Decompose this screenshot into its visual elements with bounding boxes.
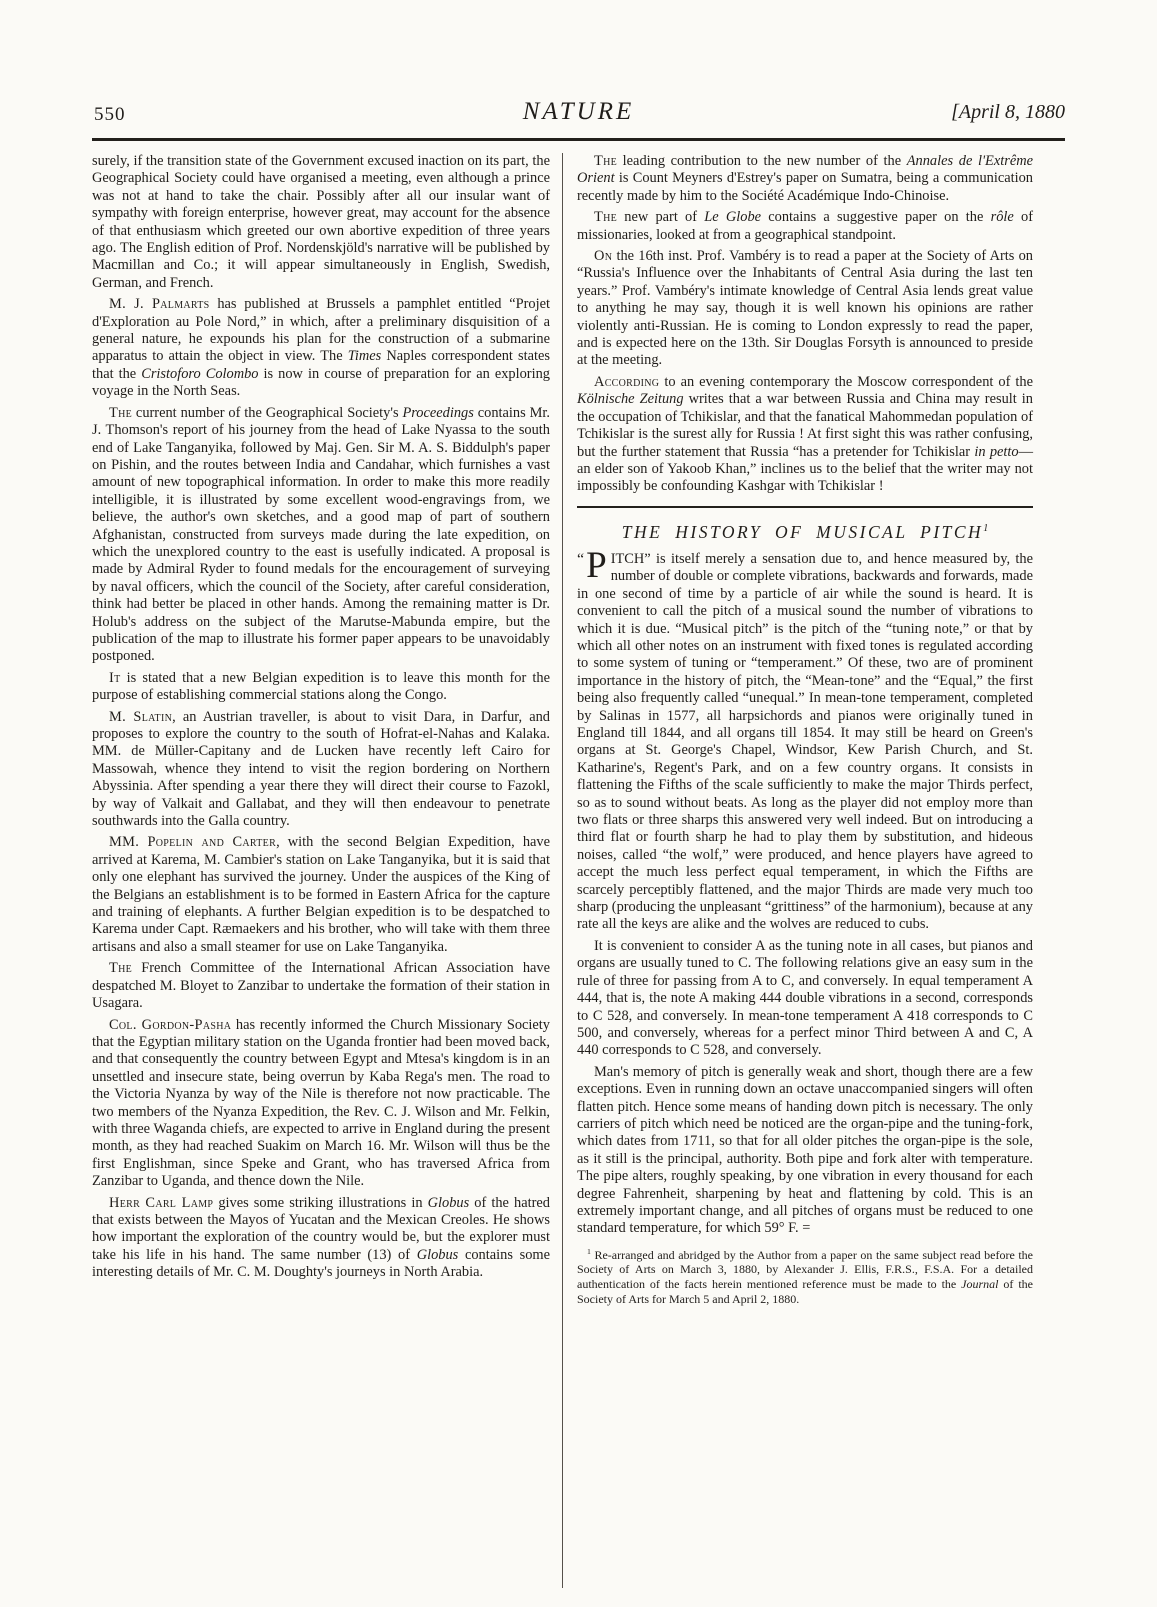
news-paragraph-belgian-expedition: It is stated that a new Belgian expedition is to leave this month for the purpose of establishing commercial stations along the Congo. [92,669,550,704]
news-paragraph-popelin-carter: MM. Popelin and Carter, with the second Belgian Expedition, have arrived at Karema, M. Cambier's station on Lake Tanganyika, but it is said that only one elephant has survived the journey. Under the auspices of the King of the Belgians an establishment is to be formed in Eastern Africa for the capture and training of elephants. A further Belgian expedition is to be despatched to Karema under Capt. Ræmaekers and his brother, who will take with them three artisans and also a small steamer for use on Lake Tanganyika. [92,834,551,955]
running-head [92,98,1065,132]
article-section-rule [577,506,1033,508]
footnote: $^1$ Re-arranged and abridged by the Author from a paper on the same subject read before the Society of Arts on March 3, 1880, by Alexander J. Ellis, F.R.S., F.S.A. For a detailed authentication of the facts herein mentioned reference must be made to the Journal of the Society of Arts for March 5 and April 2, 1880. [577,1246,1034,1306]
article-paragraph-memory-of-pitch: Man's memory of pitch is generally weak and short, though there are a few exceptions. Even in running down an octave unaccompanied singers will often flatten pitch. Hence some means of handing down pitch is necessary. The only carriers of pitch which need be noticed are the organ-pipe and the tuning-fork, which dates from 1711, so that for all older pitches the organ-pipe is the sole, as it still is the principal, authority. Both pipe and fork alter with temperature. The pipe alters, roughly speaking, by one vibration in every thousand for each degree Fahrenheit, sharpening by heat and flattening by cold. This is an extremely important change, and all pitches of organs must be reduced to one standard temperature, for which 59° F. = [577,1063,1033,1237]
news-paragraph-gordon-pasha: Col. Gordon-Pasha has recently informed the Church Missionary Society that the Egyptian military station on the Uganda frontier had been moved back, and that consequently the country between Egypt and Mtesa's kingdom is in an unsettled and insecure state, being overrun by Kaba Rega's men. The road to the Victoria Nyanza by way of the Nile is therefore not now practicable. The two members of the Nyanza Expedition, the Rev. C. J. Wilson and Mr. Felkin, with three Waganda chiefs, are expected to arrive in England during the present month, as they had reached Suakim on March 16. Mr. Wilson will thus be the first Englishman, since Speke and Grant, who has traversed Africa from Zanzibar to Uganda, and thence down the Nile. [92,1016,550,1190]
news-paragraph-proceedings: The current number of the Geographical Society's Proceedings contains Mr. J. Thomson's report of his journey from the head of Lake Nyassa to the south end of Lake Tanganyika, followed by Maj. Gen. Sir M. A. S. Biddulph's paper on Pishin, and the routes between India and Candahar, which furnishes a vast amount of new topographical information. In order to make this more readily intelligible, it is illustrated by some excellent wood-engravings from, we believe, the author's own sketches, and a good map of part of southern Afghanistan, constructed from surveys made during the late expedition, on which the unexplored country to the east is usefully indicated. A proposal is made by Admiral Ryder to found medals for the encouragement of surveying by naval officers, which the council of the Society, after careful consideration, think had better be placed in other hands. Among the remaining matter is Dr. Holub's address on the subject of the Marutse-Mabunda empire, but the publication of the map to illustrate his former paper appears to be unavoidably postponed. [92,404,550,665]
news-paragraph-annales: The leading contribution to the new number of the Annales de l'Extrême Orient is Count Meyners d'Estrey's paper on Sumatra, being a communication recently made by him to the Société Académique Indo-Chinoise. [577,153,1033,204]
right-column [563,153,1033,1588]
news-paragraph-palmarts: M. J. Palmarts has published at Brussels a pamphlet entitled “Projet d'Exploration au Pole Nord,” in which, after a preliminary disquisition of a general nature, he expounds his plan for the construction of a submarine apparatus to attain the object in view. The Times Naples correspondent states that the Cristoforo Colombo is now in course of preparation for an exploring voyage in the North Seas. [92,296,550,400]
news-paragraph-le-globe: The new part of Le Globe contains a suggestive paper on the rôle of missionaries, looked at from a geographical standpoint. [577,209,1033,243]
news-paragraph-vambery: On the 16th inst. Prof. Vambéry is to read a paper at the Society of Arts on “Russia's Influence over the Inhabitants of Central Asia during the last ten years.” Prof. Vambéry's intimate knowledge of Central Asia lends great value to anything he may say, though it is well known his opinions are rather violently anti-Russian. He is coming to London expressly to read the paper, and is expected here on the 13th. Sir Douglas Forsyth is announced to preside at the meeting. [577,248,1033,369]
left-column [92,153,562,1588]
two-column-body [92,153,1065,1588]
article-paragraph-tuning-note: It is convenient to consider A as the tuning note in all cases, but pianos and organs are usually tuned to C. The following relations give an easy sum in the rule of three for passing from A to C, and conversely. In equal temperament A 444, that is, the note A making 444 double vibrations in a second, corresponds to C 528, and conversely. In mean-tone temperament A 418 corresponds to C 500, and conversely, whereas for a perfect minor Third between A and C, A 440 corresponds to C 528, and conversely. [577,937,1033,1059]
journal-title: NATURE [522,98,635,125]
article-paragraph-pitch-definition: “ P ITCH” is itself merely a sensation due to, and hence measured by, the number of double or complete vibrations, backwards and forwards, made in one second of time by a particle of air while the sound is heard. It is convenient to call the pitch of a musical sound the number of vibrations to which it is due. “Musical pitch” is the pitch of the “tuning note,” or that by which all other notes on an instrument with fixed tones is regulated according to some system of tuning or “temperament.” Of these, two are of prominent importance in the history of pitch, the “Mean-tone” and the “Equal,” the first being also frequently called “unequal.” In mean-tone temperament, completed by Salinas in 1577, all harpsichords and pianos were originally tuned in England till 1844, and all organs till 1854. It may still be heard on Green's organs at St. George's Chapel, Windsor, Kew Parish Church, and St. Katharine's, Regent's Park, and on a few country organs. It consists in flattening the Fifths of the scale sufficiently to make the major Thirds perfect, so as to sound without beats. As long as the player did not employ more than two flats or three sharps this answered very well indeed. But on introducing a third flat or fourth sharp he had to play them by substitution, and hideous noises, called “the wolf,” were produced, and hence players have agreed to accept the much less perfect equal temperament, in which the Fifths are scarcely perceptibly flattened, and the major Thirds are made very much too sharp (producing the unpleasant “grittiness” of the harmonium), because at any rate all the keys are alike and the wolves are reduced to cubs. [577,544,1033,933]
article-title [577,520,1033,541]
news-paragraph-slatin: M. Slatin, an Austrian traveller, is about to visit Dara, in Darfur, and proposes to explore the country to the south of Hofrat-el-Nahas and Kalaka. MM. de Müller-Capitany and de Lucken have recently left Cairo for Massowah, whence they intend to visit the region bordering on Northern Abyssinia. After spending a year there they will direct their course to Fazokl, by way of Valkait and Gallabat, and they will then endeavour to penetrate southwards into the Galla country. [92,708,550,830]
article-title-footnote-mark: 1 [983,522,989,534]
news-paragraph-french-committee: The French Committee of the International African Association have despatched M. Bloyet to Zanzibar to undertake the formation of their station in Usagara. [92,960,550,1012]
news-paragraph-koelnische: According to an evening contemporary the Moscow correspondent of the Kölnische Zeitung writes that a war between Russia and China may result in the occupation of Tchikislar, and that the fanatical Mahommedan population of Tchikislar is the surest ally for Russia ! At first sight this was rather confusing, but the further statement that Russia “has a pretender for Tchikislar in petto—an elder son of Yakoob Khan,” inclines us to the belief that the writer may not impossibly be confounding Kashgar with Tchikislar ! [577,373,1033,495]
news-paragraph-continuation: surely, if the transition state of the Government excused inaction on its part, the Geographical Society could have organised a meeting, even although a prince was not at hand to take the chair. Possibly after all our insular want of sympathy with foreign enterprise, however great, may account for the absence of that enthusiasm which greeted our own abortive expedition of three years ago. The English edition of Prof. Nordenskjöld's narrative will be published by Macmillan and Co.; it will appear simultaneously in English, Swedish, German, and French. [92,153,550,291]
article-title-text: THE HISTORY OF MUSICAL PITCH [621,521,984,542]
issue-date: [April 8, 1880 [951,101,1065,123]
page-number: 550 [94,104,126,125]
header-rule [92,138,1065,141]
news-paragraph-carl-lamp: Herr Carl Lamp gives some striking illustrations in Globus of the hatred that exists between the Mayos of Yucatan and the Mexican Creoles. He shows how important the exploration of the country would be, but the explorer must take his life in his hand. The same number (13) of Globus contains some interesting details of Mr. C. M. Doughty's journeys in North Arabia. [92,1194,550,1281]
